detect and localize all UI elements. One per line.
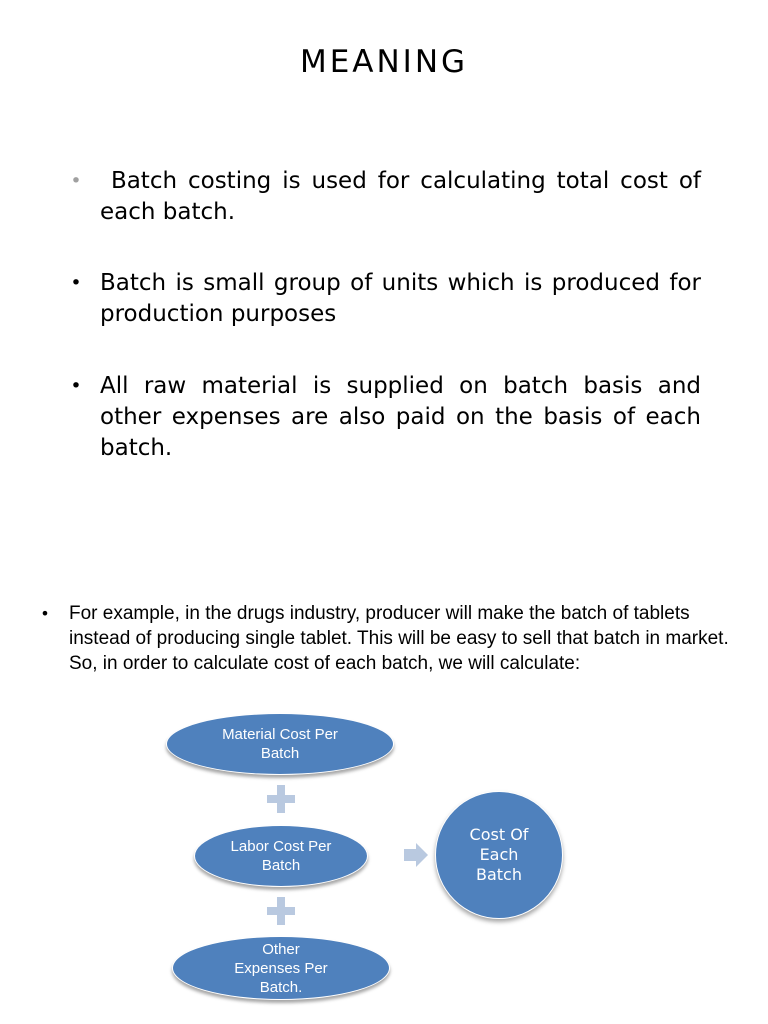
bullet-dot-icon: • [70,375,82,397]
material-cost-label-line1: Material Cost Per [222,726,338,743]
example-text: For example, in the drugs industry, producer will make the batch of tablets instead of producing single tablet. This will be easy to sell that batch in market. So, in order to calculate cost of each batch, we will calculate: [69,603,729,674]
labor-cost-ellipse [194,825,368,887]
bullet-dot-icon: • [70,170,82,192]
bullet-text: Batch is small group of units which is produced for production purposes [100,270,701,327]
bullet-dot-icon: • [70,272,82,294]
labor-cost-label-line2: Batch [261,857,301,874]
other-expenses-label-line3: Batch. [259,978,303,996]
labor-cost-label-line1: Labor Cost Per [230,838,332,855]
other-expenses-label-line1: Other [262,940,300,958]
bullet-text: Batch costing is used for calculating total cost of each batch. [100,168,709,225]
material-cost-label-line2: Batch [260,745,300,762]
material-cost-ellipse [166,713,394,775]
cost-of-each-batch-circle [435,791,563,919]
plus-icon [267,897,295,925]
plus-icon [267,785,295,813]
bullet-item [70,371,701,464]
bullet-item [70,268,701,330]
other-expenses-ellipse [172,936,390,1000]
other-expenses-label-line2: Expenses Per [234,959,328,977]
result-label-line2: Each [479,845,519,864]
bullet-item [70,166,709,228]
arrow-right-icon [404,843,428,867]
result-label-line1: Cost Of [469,825,529,844]
example-paragraph [40,601,729,676]
bullet-text: All raw material is supplied on batch basis and other expenses are also paid on the basis of each batch. [100,373,701,461]
result-label-line3: Batch [475,865,522,884]
bullet-dot-icon: • [40,604,50,623]
slide-title: MEANING [299,44,469,80]
